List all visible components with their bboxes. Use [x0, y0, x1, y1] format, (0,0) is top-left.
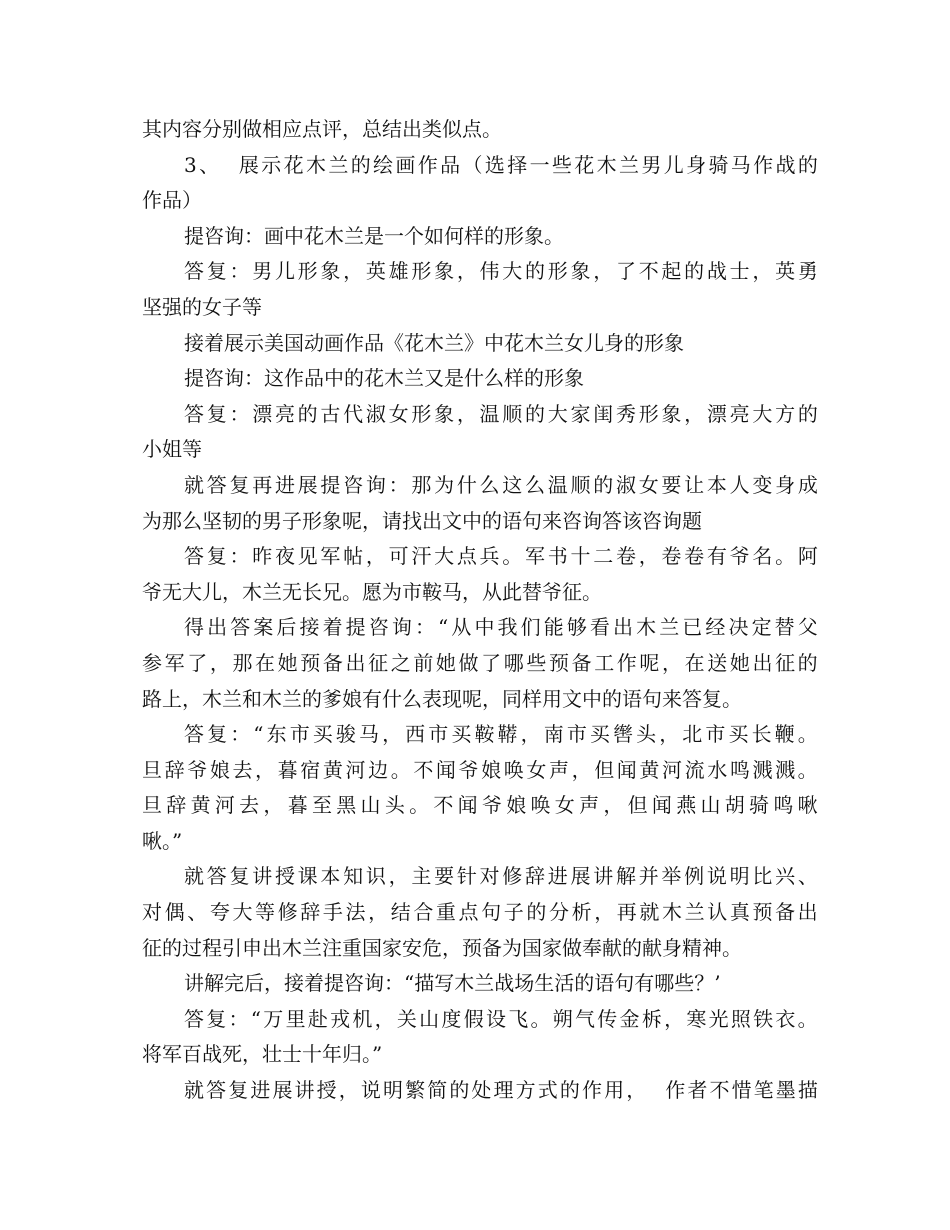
text-line: 为那么坚韧的男子形象呢，请找出文中的语句来咨询答该咨询题 — [142, 508, 702, 533]
text-line: 征的过程引申出木兰注重国家安危，预备为国家做奉献的献身精神。 — [142, 935, 742, 960]
text-line: 爷无大儿，木兰无长兄。愿为市鞍马，从此替爷征。 — [142, 579, 602, 604]
text-line: 坚强的女子等 — [142, 294, 262, 319]
text-line: 啾。” — [142, 828, 183, 853]
text-line: 就 答 复 进 展 讲 授 ， 说 明 繁 简 的 处 理 方 式 的 作 用 ， 作 者 不 惜 笔 墨 描 — [184, 1078, 818, 1103]
text-line: 提咨询：画中花木兰是一个如何样的形象。 — [184, 223, 564, 248]
text-line: 3 、 展 示 花 木 兰 的 绘 画 作 品 （ 选 择 一 些 花 木 兰 男 儿 身 骑 马 作 战 的 — [184, 152, 818, 177]
text-line: 路上，木兰和木兰的爹娘有什么表现呢，同样用文中的语句来答复。 — [142, 686, 742, 711]
text-line: 旦 辞 黄 河 去 ， 暮 至 黑 山 头 。 不 闻 爷 娘 唤 女 声 ， 但 闻 燕 山 胡 骑 鸣 啾 — [142, 793, 818, 818]
text-line: 答 复 ： “ 万 里 赴 戎 机 ， 关 山 度 假 设 飞 。 朔 气 传 金 柝 ， 寒 光 照 铁 衣 。 — [184, 1006, 818, 1031]
text-line: 其内容分别做相应点评，总结出类似点。 — [142, 117, 502, 141]
text-line: 提咨询：这作品中的花木兰又是什么样的形象 — [184, 366, 584, 391]
text-line: 得 出 答 案 后 接 着 提 咨 询 ： “ 从 中 我 们 能 够 看 出 木 兰 已 经 决 定 替 父 — [184, 615, 818, 640]
text-line: 就 答 复 讲 授 课 本 知 识 ， 主 要 针 对 修 辞 进 展 讲 解 并 举 例 说 明 比 兴 、 — [184, 864, 818, 889]
text-line: 接着展示美国动画作品《花木兰》中花木兰女儿身的形象 — [184, 330, 684, 355]
text-line: 作品） — [142, 188, 202, 213]
text-line: 小姐等 — [142, 437, 202, 462]
text-line: 讲解完后，接着提咨询：“描写木兰战场生活的语句有哪些？’ — [184, 971, 721, 996]
text-line: 就 答 复 再 进 展 提 咨 询 ： 那 为 什 么 这 么 温 顺 的 淑 女 要 让 本 人 变 身 成 — [184, 472, 818, 497]
text-line: 将军百战死，壮士十年归。” — [142, 1042, 383, 1067]
text-line: 答 复 ： 男 儿 形 象 ， 英 雄 形 象 ， 伟 大 的 形 象 ， 了 不 起 的 战 士 ， 英 勇 — [184, 259, 818, 284]
text-line: 答 复 ： 漂 亮 的 古 代 淑 女 形 象 ， 温 顺 的 大 家 闺 秀 形 象 ， 漂 亮 大 方 的 — [184, 401, 818, 426]
text-line: 对 偶 、 夸 大 等 修 辞 手 法 ， 结 合 重 点 句 子 的 分 析 ， 再 就 木 兰 认 真 预 备 出 — [142, 900, 818, 925]
text-line: 参 军 了 ， 那 在 她 预 备 出 征 之 前 她 做 了 哪 些 预 备 工 作 呢 ， 在 送 她 出 征 的 — [142, 650, 818, 675]
text-line: 旦 辞 爷 娘 去 ， 暮 宿 黄 河 边 。 不 闻 爷 娘 唤 女 声 ， 但 闻 黄 河 流 水 鸣 溅 溅 。 — [142, 757, 818, 782]
text-line: 答 复 ： “ 东 市 买 骏 马 ， 西 市 买 鞍 鞯 ， 南 市 买 辔 头 ， 北 市 买 长 鞭 。 — [184, 722, 818, 747]
text-line: 答 复 ： 昨 夜 见 军 帖 ， 可 汗 大 点 兵 。 军 书 十 二 卷 ， 卷 卷 有 爷 名 。 阿 — [184, 544, 818, 569]
document-body — [142, 112, 818, 1109]
